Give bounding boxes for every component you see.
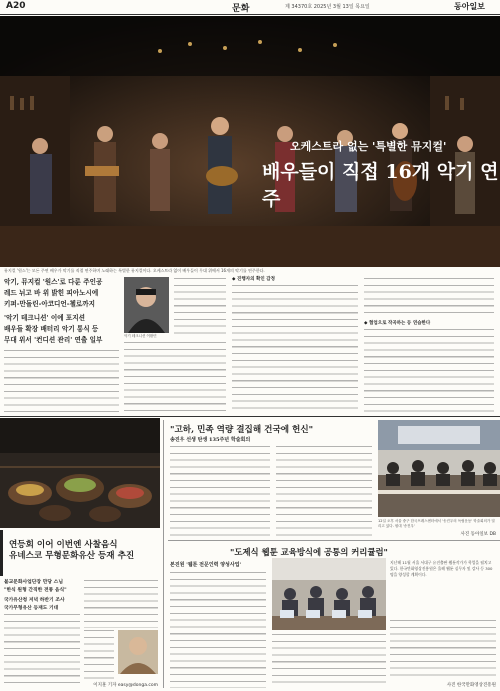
songjinwoo-body-col2 <box>276 446 372 536</box>
section-name: 문화 <box>232 4 250 14</box>
column3-heading: ◆ 진행자의 확인 감정 <box>232 277 275 282</box>
article1-body-col4b <box>364 329 494 412</box>
monk-portrait <box>118 630 158 674</box>
temple-food-body-col2a <box>84 580 158 628</box>
songjinwoo-heading: "고하, 민족 역량 결집해 건국에 헌신" <box>170 425 314 435</box>
musical-stage-photo <box>0 16 500 267</box>
webtoon-body-col1 <box>170 572 266 688</box>
column4-heading: ◆ 협업으로 작곡하는 등 연습한다 <box>364 321 431 326</box>
article1-body-col1 <box>4 350 119 412</box>
temple-food-photo <box>0 418 160 528</box>
temple-food-body-col2b <box>84 630 114 680</box>
webtoon-byline: 사진 한국만화영상진흥원 <box>446 683 496 688</box>
page-header <box>0 0 500 15</box>
subhead-line: 불교문화사업단장 만당 스님 <box>4 579 63 585</box>
article1-body-col4a <box>364 278 494 318</box>
subhead-line: "한식 원형 간직한 전통 음식" <box>4 587 67 593</box>
divider <box>0 416 500 417</box>
webtoon-subhead: 본진원 '웹툰 전문인력 양성사업' <box>170 562 242 568</box>
article1-subheads <box>4 277 119 346</box>
heading-line-2: 유네스코 무형문화유산 등재 추진 <box>9 551 135 561</box>
webtoon-body-col3 <box>390 620 496 680</box>
subhead-line: 키퍼-만돌린-아코디언-첼로까지 <box>4 300 96 308</box>
headline-small: 오케스트라 없는 '특별한 뮤지컬' <box>290 140 447 153</box>
temple-food-subheads <box>4 578 80 612</box>
subhead-line: 레드 뉘고 바 위 밝힌 피아노시에 <box>4 289 99 297</box>
subhead-line: 무대 위서 '컨디션 관리' 연출 일부 <box>4 336 103 344</box>
conference-caption: 12일 오후 서울 중구 한국프레스센터에서 '송진우의 독립운동' 학술회의가 열리고 있다. 원대 '송진우' <box>378 519 495 528</box>
technician-portrait <box>124 277 169 333</box>
subhead-line: 국가무형유산 등재도 기대 <box>4 605 59 611</box>
songjinwoo-subhead: 송진우 선생 탄생 135주년 학술회의 <box>170 437 251 443</box>
webtoon-caption: 지난해 11월 서울 서대구 유진출판 웹툰작가가 학업을 펼치고 있다. 한국만화영상진흥원은 올해 웹툰 실무자 및 강사 등 300명을 양성할 계획이다. <box>390 560 493 577</box>
column-divider <box>163 420 164 688</box>
subhead-line: '악기 테크니션' 이에 포지션 <box>4 314 85 322</box>
temple-food-byline: 이지훈 기자 easy@donga.com <box>93 683 158 688</box>
headline-big: 배우들이 직접 16개 악기 연주 <box>262 161 499 210</box>
webtoon-body-col2 <box>272 634 386 688</box>
article1-body-col2b <box>124 342 226 412</box>
portrait-caption: 악기 테크니션 이환민 <box>124 334 157 338</box>
photo-caption: 뮤지컬 '원스'는 모든 주연 배우가 악기를 직접 연주하며 노래하는 특별한 뮤지컬이다. 오케스트라 없이 배우들이 무대 위에서 16개의 악기를 연주한다. <box>4 268 265 273</box>
issue-info: 제 34370호 2025년 3월 13일 목요일 <box>285 4 370 10</box>
page-number: A20 <box>6 1 26 11</box>
article1-body-col2a <box>174 278 226 334</box>
heading-line-1: 연등회 이어 이번엔 사찰음식 <box>9 540 118 550</box>
webtoon-heading: "도제식 웹툰 교육방식에 공통의 커리큘럼" <box>230 547 388 557</box>
section-divider <box>168 540 500 541</box>
temple-food-heading <box>0 530 160 576</box>
subhead-line: 배우들 확장 배터리 악기 통식 등 <box>4 325 99 333</box>
conference-photo <box>378 420 500 517</box>
songjinwoo-body-col1 <box>170 446 270 536</box>
subhead-line: 국가유산청 저녁 하반기 조사 <box>4 597 65 603</box>
temple-food-body-col1 <box>4 614 80 688</box>
conference-byline: 사진 동아일보 DB <box>460 532 496 537</box>
newspaper-logo: 동아일보 <box>454 1 485 11</box>
subhead-line: 악기, 뮤지컬 '원스'로 다룬 주인공 <box>4 278 103 286</box>
article1-body-col3 <box>232 285 358 412</box>
webtoon-class-photo <box>272 558 386 630</box>
